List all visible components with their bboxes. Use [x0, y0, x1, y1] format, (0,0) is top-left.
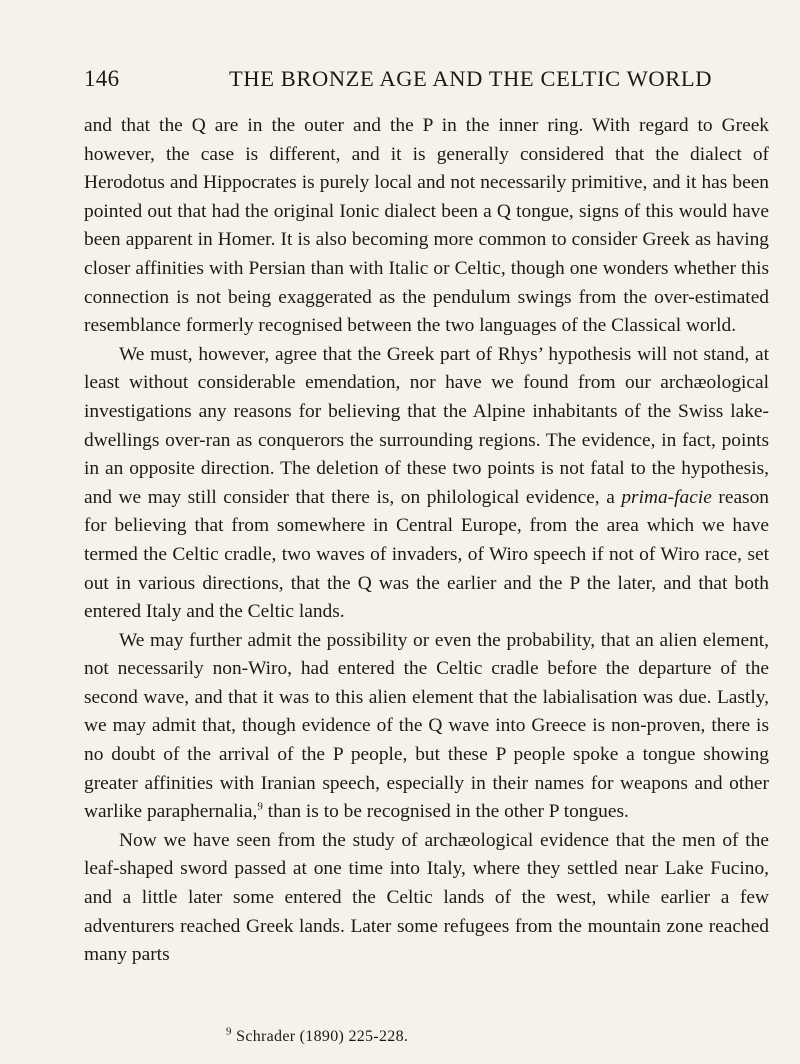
- italic-phrase: prima-facie: [621, 486, 712, 508]
- footnote-number: 9: [226, 1025, 232, 1038]
- footnote-reference: 9: [257, 800, 263, 813]
- paragraph-1-text: and that the Q are in the outer and the P in the inner ring. With regard to Greek however, the case is different, and it is generally considered that the dialect of Herodotus and Hippocrates is purely local and not necessarily primitive, and it has been pointed out that had the original Ionic dialect been a Q tongue, signs of this would have been apparent in Homer. It is also becoming more common to consider Greek as having closer affinities with Persian than with Italic or Celtic, though one wonders whether this connection is not being exaggerated as the pendulum swings from the over-estimated resemblance formerly recognised between the two languages of the Classical world.: [84, 115, 769, 337]
- body-text: [84, 112, 769, 970]
- paragraph-1: [84, 112, 769, 341]
- paragraph-3-text-after: than is to be recognised in the other P tongues.: [262, 801, 629, 823]
- paragraph-2-text-after: reason for believing that from somewhere in Central Europe, from the area which we have termed the Celtic cradle, two waves of invaders, of Wiro speech if not of Wiro race, set out in various directions, that the Q was the earlier and the P the later, and that both entered Italy and the Celtic lands.: [84, 486, 769, 623]
- paragraph-4-text: Now we have seen from the study of archæological evidence that the men of the leaf-shaped sword passed at one time into Italy, where they settled near Lake Fucino, and a little later some entered the Celtic lands of the west, while earlier a few adventurers reached Greek lands. Later some refugees from the mountain zone reached many parts: [84, 829, 769, 966]
- paragraph-4: [84, 827, 769, 970]
- footnote: [226, 1025, 409, 1046]
- running-title: THE BRONZE AGE AND THE CELTIC WORLD: [229, 66, 713, 91]
- page-header: [84, 66, 780, 106]
- footnote-text: Schrader (1890) 225-228.: [236, 1028, 409, 1045]
- paragraph-2: [84, 341, 769, 627]
- paragraph-3: [84, 627, 769, 827]
- paragraph-2-text-before: We must, however, agree that the Greek part of Rhys’ hypothesis will not stand, at least without considerable emendation, nor have we found from our archæological investigations any reasons for believing that the Alpine inhabitants of the Swiss lake-dwellings over-ran as conquerors the surrounding regions. The evidence, in fact, points in an opposite direction. The deletion of these two points is not fatal to the hypothesis, and we may still consider that there is, on philological evidence, a: [84, 343, 769, 508]
- page-number: 146: [84, 66, 120, 91]
- paragraph-3-text-before: We may further admit the possibility or even the probability, that an alien element, not necessarily non-Wiro, had entered the Celtic cradle before the departure of the second wave, and that it was to this alien element that the labialisation was due. Lastly, we may admit that, though evidence of the Q wave into Greece is non-proven, there is no doubt of the arrival of the P people, but these P people spoke a tongue showing greater affinities with Iranian speech, especially in their names for weapons and other warlike paraphernalia,: [84, 629, 769, 823]
